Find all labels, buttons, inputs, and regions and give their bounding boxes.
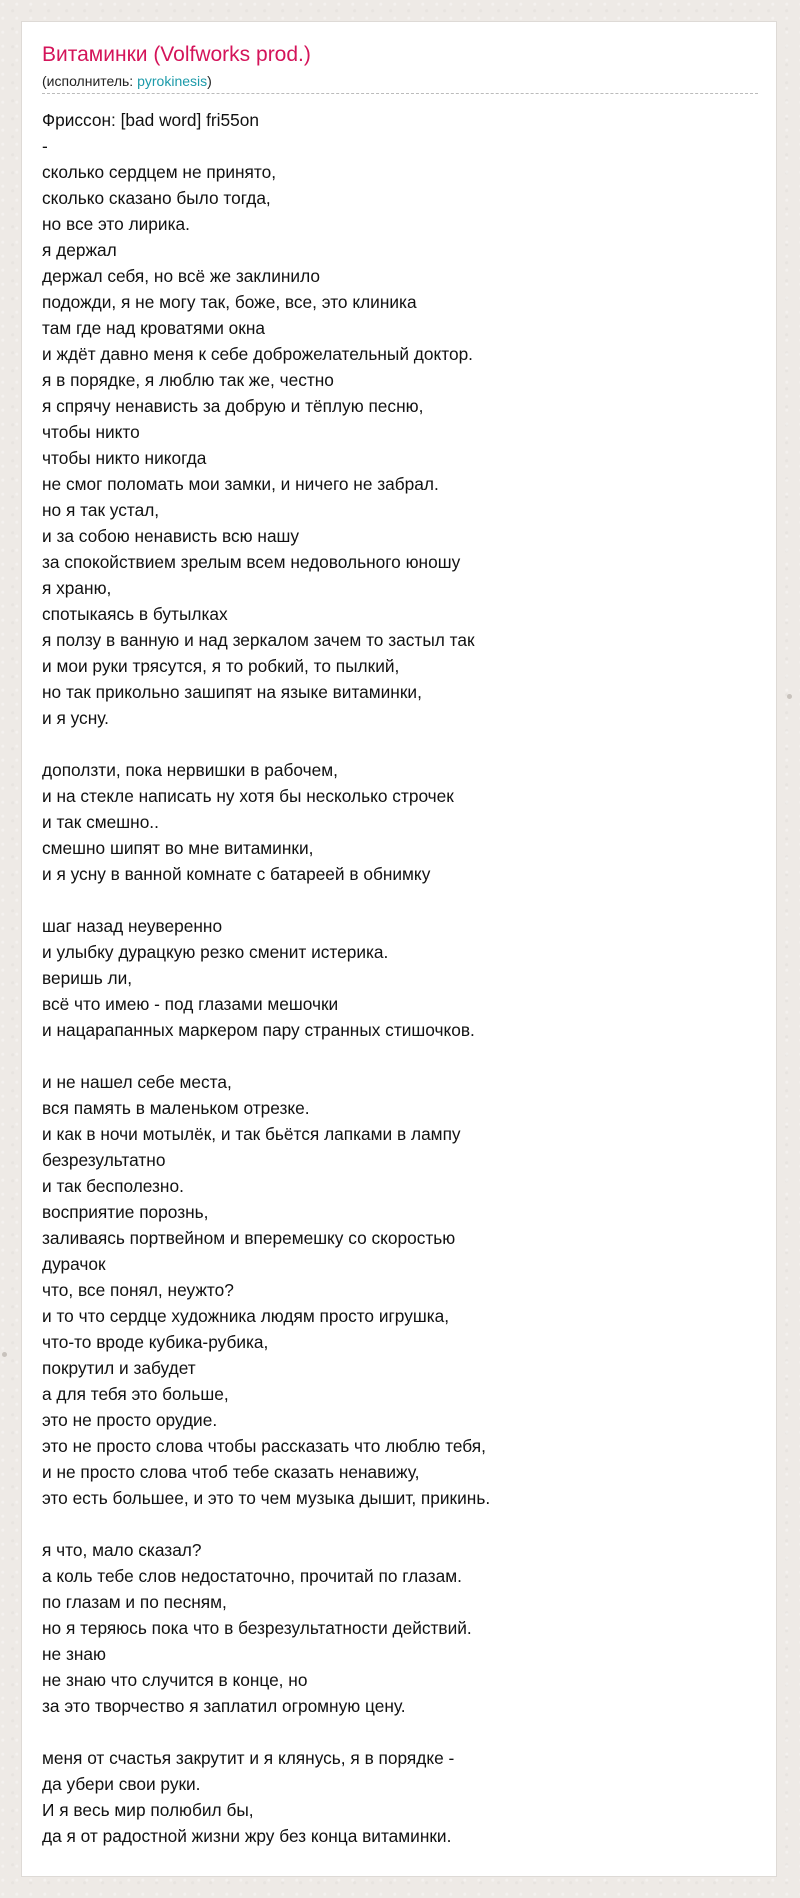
song-header	[42, 42, 758, 94]
lyrics-card	[21, 21, 777, 1877]
artist-suffix: )	[207, 73, 212, 89]
background-dot	[787, 694, 792, 699]
lyrics-text: Фриссон: [bad word] fri55on - сколько сердцем не принято, сколько сказано было тогда, но все это лирика. я держал держал себя, но всё же заклинило подожди, я не могу так, боже, все, это клиника там где над кроватями окна и ждёт давно меня к себе доброжелательный доктор. я в порядке, я люблю так же, честно я спрячу ненависть за добрую и тёплую песню, чтобы никто чтобы никто никогда не смог поломать мои замки, и ничего не забрал. но я так устал, и за собою ненависть всю нашу за спокойствием зрелым всем недовольного юношу я храню, спотыкаясь в бутылках я ползу в ванную и над зеркалом зачем то застыл так и мои руки трясутся, я то робкий, то пылкий, но так прикольно зашипят на языке витаминки, и я усну. доползти, пока нервишки в рабочем, и на стекле написать ну хотя бы несколько строчек и так смешно.. смешно шипят во мне витаминки, и я усну в ванной комнате с батареей в обнимку шаг назад неуверенно и улыбку дурацкую резко сменит истерика. веришь ли, всё что имею - под глазами мешочки и нацарапанных маркером пару странных стишочков. и не нашел себе места, вся память в маленьком отрезке. и как в ночи мотылёк, и так бьётся лапками в лампу безрезультатно и так бесполезно. восприятие порознь, заливаясь портвейном и вперемешку со скоростью дурачок что, все понял, неужто? и то что сердце художника людям просто игрушка, что-то вроде кубика-рубика, покрутил и забудет а для тебя это больше, это не просто орудие. это не просто слова чтобы рассказать что люблю тебя, и не просто слова чтоб тебе сказать ненавижу, это есть большее, и это то чем музыка дышит, прикинь. я что, мало сказал? а коль тебе слов недостаточно, прочитай по глазам. по глазам и по песням, но я теряюсь пока что в безрезультатности действий. не знаю не знаю что случится в конце, но за это творчество я заплатил огромную цену. меня от счастья закрутит и я клянусь, я в порядке - да убери свои руки. И я весь мир полюбил бы, да я от радостной жизни жру без конца витаминки.	[42, 110, 491, 1846]
song-title: Витаминки (Volfworks prod.)	[42, 43, 311, 66]
background-dot	[2, 1352, 7, 1357]
artist-prefix: (исполнитель:	[42, 73, 138, 89]
artist-line	[42, 72, 758, 94]
artist-link[interactable]: pyrokinesis	[137, 73, 208, 89]
